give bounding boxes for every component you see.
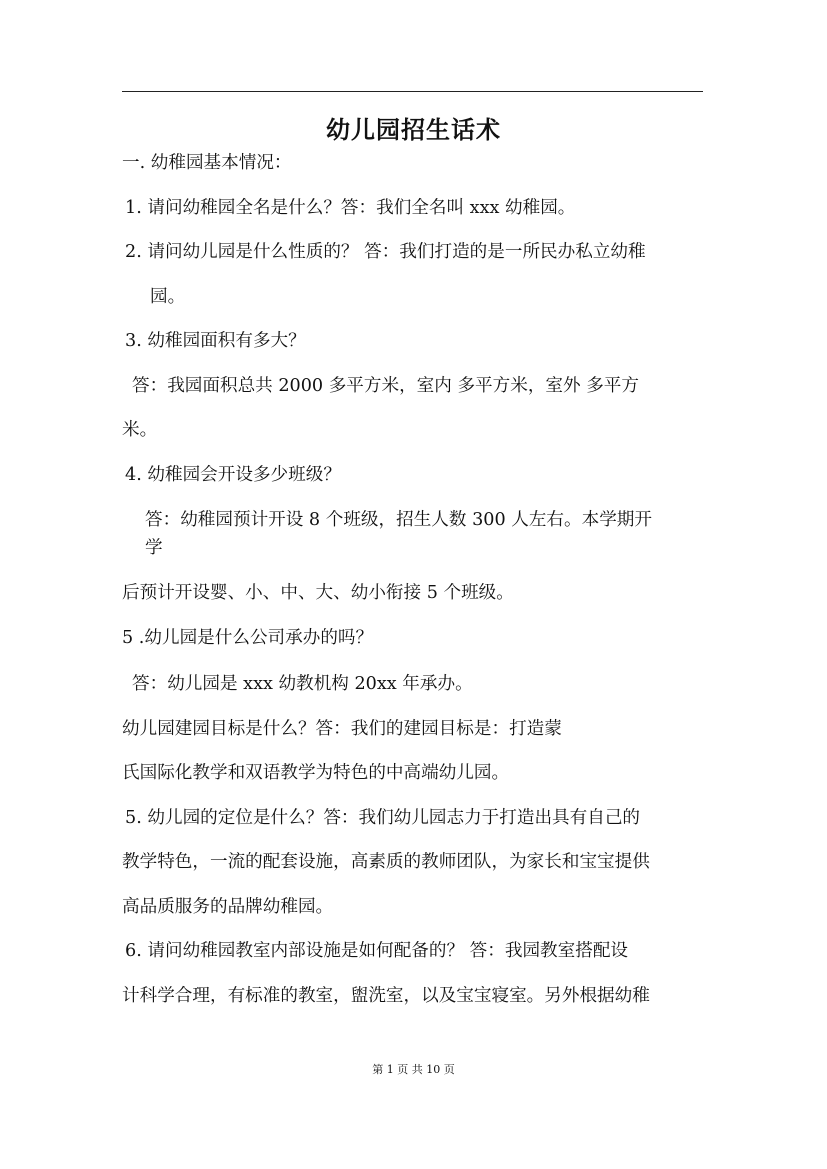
text-line: 5 .幼儿园是什么公司承办的吗？ (122, 628, 374, 648)
document-title: 幼儿园招生话术 (326, 115, 501, 144)
section-heading: 一. 幼稚园基本情况： (122, 153, 292, 173)
text-line: 氏国际化教学和双语教学为特色的中高端幼儿园。 (122, 763, 510, 783)
text-line: 答：幼儿园是 xxx 幼教机构 20xx 年承办。 (132, 674, 473, 694)
text-line: 后预计开设婴、小、中、大、幼小衔接 5 个班级。 (122, 583, 514, 603)
text-line: 5. 幼儿园的定位是什么？答：我们幼儿园志力于打造出具有自己的 (125, 808, 641, 828)
page-footer: 第 1 页 共 10 页 (372, 1063, 455, 1076)
header-rule (122, 91, 703, 92)
text-line: 3. 幼稚园面积有多大？ (125, 331, 306, 351)
text-line: 4. 幼稚园会开设多少班级？ (125, 465, 341, 485)
text-line: 幼儿园建园目标是什么？答：我们的建园目标是：打造蒙 (122, 719, 562, 739)
text-line: 高品质服务的品牌幼稚园。 (122, 897, 334, 917)
text-line: 答：幼稚园预计开设 8 个班级，招生人数 300 人左右。本学期开 (145, 510, 652, 530)
text-line: 6. 请问幼稚园教室内部设施是如何配备的？ 答：我园教室搭配设 (125, 941, 629, 961)
text-line: 学 (145, 538, 163, 558)
text-line: 1. 请问幼稚园全名是什么？答：我们全名叫 xxx 幼稚园。 (125, 198, 576, 218)
text-line: 教学特色，一流的配套设施，高素质的教师团队，为家长和宝宝提供 (122, 852, 650, 872)
text-line: 计科学合理，有标准的教室，盥洗室，以及宝宝寝室。另外根据幼稚 (122, 986, 650, 1006)
text-line: 园。 (150, 287, 186, 307)
text-line: 答：我园面积总共 2000 多平方米，室内 多平方米，室外 多平方 (132, 376, 639, 396)
text-line: 2. 请问幼儿园是什么性质的？ 答：我们打造的是一所民办私立幼稚 (125, 242, 646, 262)
text-line: 米。 (122, 420, 158, 440)
